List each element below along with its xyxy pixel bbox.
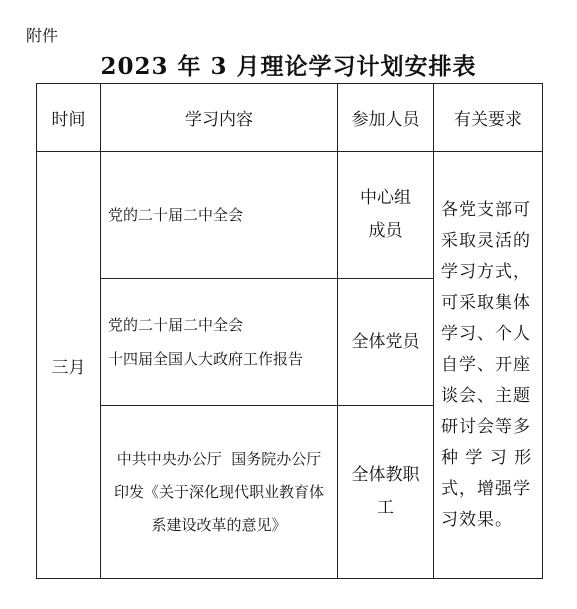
requirements-line: 种 学 习 形 (441, 447, 533, 468)
header-time: 时间 (37, 84, 101, 152)
requirements-cell (434, 152, 543, 579)
requirements-line: 自学、开座 (441, 354, 531, 375)
participants-cell (338, 279, 434, 406)
content-line: 印发《关于深化现代职业教育体 (113, 482, 324, 501)
month-cell: 三月 (37, 152, 101, 579)
header-requirements: 有关要求 (434, 84, 543, 152)
study-content-cell (101, 152, 338, 279)
requirements-line: 习效果。 (441, 509, 513, 530)
requirements-line: 可采取集体 (441, 292, 531, 313)
content-line: 系建设改革的意见》 (151, 515, 287, 534)
content-line: 中共中央办公厅 国务院办公厅 (116, 449, 322, 468)
participants-line: 全体党员 (351, 331, 420, 352)
requirements-line: 式，增强学 (441, 478, 531, 499)
requirements-line: 各党支部可 (441, 199, 531, 220)
content-line: 十四届全国人大政府工作报告 (108, 350, 304, 368)
participants-cell (338, 152, 434, 279)
requirements-line: 研讨会等多 (441, 416, 531, 437)
attachment-label: 附件 (26, 26, 59, 45)
study-content-cell (101, 279, 338, 406)
study-content-cell (101, 406, 338, 579)
participants-cell (338, 406, 434, 579)
study-plan-table (36, 83, 543, 579)
participants-line: 成员 (368, 221, 403, 241)
participants-line: 中心组 (360, 188, 411, 208)
participants-line: 全体教职 (351, 465, 420, 485)
header-study-content: 学习内容 (101, 84, 338, 152)
participants-line: 工 (377, 498, 394, 518)
requirements-line: 采取灵活的 (441, 230, 531, 251)
requirements-line: 学习、个人 (441, 323, 531, 344)
content-line: 党的二十届二中全会 (108, 206, 244, 224)
table-header-row (37, 84, 543, 152)
header-participants: 参加人员 (338, 84, 434, 152)
table-row (37, 152, 543, 279)
content-line: 党的二十届二中全会 (108, 316, 244, 334)
document-title: 2023 年 3 月理论学习计划安排表 (100, 53, 477, 80)
requirements-line: 学习方式， (441, 261, 531, 282)
requirements-line: 谈会、主题 (441, 385, 531, 406)
